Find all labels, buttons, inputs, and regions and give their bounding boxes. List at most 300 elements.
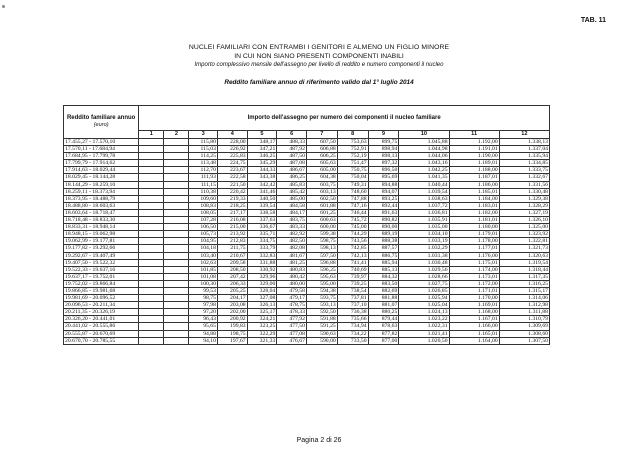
amount-cell (139, 181, 164, 188)
income-band-cell: 19.062,99 - 19.177,81 (64, 238, 139, 245)
amount-cell: 1.175,01 (449, 259, 499, 266)
amount-cell: 203,08 (217, 302, 247, 309)
amount-cell: 332,83 (247, 252, 277, 259)
amount-cell: 99,53 (189, 287, 218, 294)
table-row (64, 337, 550, 344)
amount-cell: 1.185,01 (449, 188, 499, 195)
amount-cell (139, 295, 164, 302)
amount-cell: 1.044,98 (399, 146, 449, 153)
amount-cell: 1.174,00 (449, 266, 499, 273)
amount-cell: 885,94 (368, 259, 399, 266)
amount-cell: 597,50 (306, 252, 337, 259)
column-number: 5 (247, 131, 277, 139)
amount-cell: 209,58 (217, 259, 247, 266)
income-band-cell: 19.981,69 - 20.096,52 (64, 295, 139, 302)
amount-cell: 205,25 (217, 287, 247, 294)
amount-cell: 485,42 (277, 188, 307, 195)
amount-cell (164, 153, 189, 160)
income-band-cell: 19.637,17 - 19.752,01 (64, 273, 139, 280)
amount-cell: 334,75 (247, 238, 277, 245)
amount-cell: 886,75 (368, 252, 399, 259)
amount-cell: 326,13 (247, 302, 277, 309)
amount-cell: 101,85 (189, 266, 218, 273)
amount-cell: 598,75 (306, 238, 337, 245)
amount-cell (164, 245, 189, 252)
amount-cell: 596,25 (306, 266, 337, 273)
amount-cell: 478,75 (277, 302, 307, 309)
amount-cell (164, 330, 189, 337)
amount-cell: 1.318,44 (499, 266, 549, 273)
amount-cell (139, 309, 164, 316)
amount-cell: 324,21 (247, 316, 277, 323)
amount-cell: 110,38 (189, 188, 218, 195)
amount-cell: 215,00 (217, 224, 247, 231)
amount-cell: 591,25 (306, 323, 337, 330)
amount-cell: 1.310,79 (499, 316, 549, 323)
amount-cell: 1.032,29 (399, 245, 449, 252)
amount-header: Importo dell'assegno per numero dei componenti il nucleo familiare (139, 106, 550, 131)
amount-cell (139, 188, 164, 195)
amount-cell: 339,54 (247, 202, 277, 209)
amount-cell (164, 139, 189, 146)
amount-cell (139, 139, 164, 146)
amount-cell: 1.031,38 (399, 252, 449, 259)
amount-cell: 733,50 (337, 337, 368, 344)
amount-cell (164, 323, 189, 330)
amount-cell (139, 252, 164, 259)
amount-cell: 97,20 (189, 309, 218, 316)
amount-cell: 213,92 (217, 231, 247, 238)
amount-cell: 738,54 (337, 287, 368, 294)
amount-cell: 1.033,19 (399, 238, 449, 245)
amount-cell: 481,25 (277, 259, 307, 266)
income-band-cell: 17.684,95 - 17.799,78 (64, 153, 139, 160)
amount-cell: 742,85 (337, 245, 368, 252)
amount-cell: 1.025,94 (399, 295, 449, 302)
table-row (64, 330, 550, 337)
table-row (64, 259, 550, 266)
amount-cell: 591,88 (306, 316, 337, 323)
amount-cell: 599,38 (306, 231, 337, 238)
amount-cell: 1.332,67 (499, 174, 549, 181)
income-band-cell: 19.292,67 - 19.407,49 (64, 252, 139, 259)
table-row (64, 266, 550, 273)
amount-cell: 1.171,01 (449, 287, 499, 294)
allowance-table (63, 105, 550, 345)
amount-cell: 606,88 (306, 146, 337, 153)
amount-cell: 94,10 (189, 337, 218, 344)
amount-cell: 1.317,35 (499, 273, 549, 280)
amount-cell: 485,83 (277, 181, 307, 188)
amount-cell: 1.021,41 (399, 330, 449, 337)
amount-cell: 104,18 (189, 245, 218, 252)
amount-cell: 1.334,85 (499, 160, 549, 167)
amount-cell: 104,95 (189, 238, 218, 245)
amount-cell (139, 209, 164, 216)
amount-cell: 744,29 (337, 231, 368, 238)
page-number: Pagina 2 di 26 (296, 437, 342, 444)
amount-cell: 604,38 (306, 174, 337, 181)
table-row (64, 302, 550, 309)
amount-cell: 1.178,00 (449, 238, 499, 245)
amount-cell: 753,63 (337, 139, 368, 146)
amount-cell: 478,33 (277, 309, 307, 316)
amount-cell: 486,67 (277, 167, 307, 174)
amount-cell: 734,94 (337, 323, 368, 330)
amount-cell: 1.311,88 (499, 309, 549, 316)
column-number: 8 (337, 131, 368, 139)
amount-cell: 341,46 (247, 188, 277, 195)
amount-cell (164, 316, 189, 323)
amount-cell: 115,80 (189, 139, 218, 146)
amount-cell: 98,75 (189, 295, 218, 302)
amount-cell: 321,33 (247, 337, 277, 344)
amount-cell: 330,92 (247, 266, 277, 273)
amount-cell: 606,25 (306, 153, 337, 160)
amount-cell: 484,58 (277, 202, 307, 209)
amount-cell: 111,15 (189, 181, 218, 188)
amount-cell (164, 287, 189, 294)
income-band-cell: 18.833,31 - 18.948,14 (64, 224, 139, 231)
amount-cell: 1.191,01 (449, 146, 499, 153)
amount-cell: 488,33 (277, 139, 307, 146)
amount-cell: 109,60 (189, 195, 218, 202)
amount-cell: 101,08 (189, 273, 218, 280)
amount-cell: 480,42 (277, 273, 307, 280)
amount-cell: 881,88 (368, 295, 399, 302)
table-row (64, 217, 550, 224)
document-title-line2: IN CUI NON SIANO PRESENTI COMPONENTI INABILI (234, 53, 404, 60)
amount-cell: 225,83 (217, 153, 247, 160)
amount-cell: 877,82 (368, 330, 399, 337)
amount-cell: 107,28 (189, 217, 218, 224)
amount-cell: 333,79 (247, 245, 277, 252)
amount-cell: 479,58 (277, 287, 307, 294)
amount-cell: 480,83 (277, 266, 307, 273)
amount-cell: 1.320,63 (499, 252, 549, 259)
amount-cell: 210,67 (217, 252, 247, 259)
column-number: 1 (139, 131, 164, 139)
amount-cell: 487,08 (277, 160, 307, 167)
amount-cell (139, 245, 164, 252)
income-band-cell: 20.096,53 - 20.211,34 (64, 302, 139, 309)
amount-cell: 890,00 (368, 224, 399, 231)
amount-cell: 1.044,06 (399, 153, 449, 160)
table-row (64, 202, 550, 209)
amount-cell (139, 217, 164, 224)
amount-cell (139, 273, 164, 280)
income-band-cell: 18.948,15 - 19.062,98 (64, 231, 139, 238)
amount-cell: 1.316,25 (499, 280, 549, 287)
amount-cell: 228,00 (217, 139, 247, 146)
amount-cell: 94,88 (189, 330, 218, 337)
income-band-cell: 18.373,95 - 18.488,79 (64, 195, 139, 202)
amount-cell: 483,33 (277, 224, 307, 231)
income-band-cell: 19.866,85 - 19.981,68 (64, 287, 139, 294)
amount-cell: 480,00 (277, 280, 307, 287)
table-body (64, 139, 550, 345)
amount-cell: 1.180,00 (449, 224, 499, 231)
amount-cell: 602,50 (306, 195, 337, 202)
amount-cell: 743,56 (337, 238, 368, 245)
amount-cell: 96,43 (189, 316, 218, 323)
income-band-cell: 20.211,35 - 20.326,19 (64, 309, 139, 316)
income-band-cell: 20.670,70 - 20.785,55 (64, 337, 139, 344)
amount-cell: 736,38 (337, 309, 368, 316)
amount-cell: 603,75 (306, 181, 337, 188)
amount-cell: 487,50 (277, 153, 307, 160)
table-row (64, 188, 550, 195)
amount-cell: 1.023,22 (399, 316, 449, 323)
amount-cell: 891,63 (368, 209, 399, 216)
amount-cell: 885,13 (368, 266, 399, 273)
amount-cell: 482,92 (277, 231, 307, 238)
amount-cell: 337,63 (247, 217, 277, 224)
amount-cell: 342,42 (247, 181, 277, 188)
amount-cell: 212,83 (217, 238, 247, 245)
income-band-cell: 20.441,02 - 20.555,86 (64, 323, 139, 330)
amount-cell: 482,08 (277, 245, 307, 252)
amount-cell: 1.309,69 (499, 323, 549, 330)
amount-cell: 1.040,44 (399, 181, 449, 188)
amount-cell: 199,83 (217, 323, 247, 330)
amount-cell: 1.039,54 (399, 188, 449, 195)
amount-cell: 882,69 (368, 287, 399, 294)
amount-cell: 1.184,00 (449, 195, 499, 202)
income-band-cell: 17.570,11 - 17.684,94 (64, 146, 139, 153)
amount-cell: 890,82 (368, 217, 399, 224)
income-band-cell: 18.718,48 - 18.833,30 (64, 217, 139, 224)
amount-cell: 748,60 (337, 188, 368, 195)
amount-cell: 596,88 (306, 259, 337, 266)
amount-cell: 1.307,50 (499, 337, 549, 344)
table-row (64, 181, 550, 188)
amount-cell: 894,88 (368, 181, 399, 188)
amount-cell: 899,75 (368, 139, 399, 146)
amount-cell: 598,13 (306, 245, 337, 252)
amount-cell: 1.042,25 (399, 167, 449, 174)
amount-cell (164, 174, 189, 181)
amount-cell: 482,50 (277, 238, 307, 245)
amount-cell: 1.043,16 (399, 160, 449, 167)
amount-cell: 1.036,81 (399, 209, 449, 216)
amount-cell: 603,13 (306, 188, 337, 195)
amount-cell: 605,63 (306, 160, 337, 167)
amount-cell: 1.182,00 (449, 209, 499, 216)
amount-cell: 325,17 (247, 309, 277, 316)
amount-cell: 595,63 (306, 273, 337, 280)
amount-cell: 893,25 (368, 195, 399, 202)
amount-cell: 739,25 (337, 280, 368, 287)
table-row (64, 280, 550, 287)
amount-cell: 607,50 (306, 139, 337, 146)
amount-cell: 1.166,00 (449, 323, 499, 330)
amount-cell: 477,08 (277, 330, 307, 337)
amount-cell: 593,75 (306, 295, 337, 302)
amount-cell: 894,07 (368, 188, 399, 195)
column-number: 7 (306, 131, 337, 139)
amount-cell: 750,04 (337, 174, 368, 181)
amount-cell: 1.183,01 (449, 202, 499, 209)
amount-cell: 737,10 (337, 302, 368, 309)
income-band-unit: (euro) (93, 122, 109, 128)
amount-cell: 600,63 (306, 217, 337, 224)
amount-cell: 1.325,00 (499, 224, 549, 231)
amount-cell: 745,72 (337, 217, 368, 224)
income-band-header (64, 106, 139, 139)
amount-cell: 335,71 (247, 231, 277, 238)
amount-cell: 892,44 (368, 202, 399, 209)
amount-cell: 348,17 (247, 139, 277, 146)
amount-cell: 1.024,13 (399, 309, 449, 316)
column-number: 12 (499, 131, 549, 139)
column-number: 11 (449, 131, 499, 139)
amount-cell (139, 323, 164, 330)
amount-cell: 1.314,06 (499, 295, 549, 302)
document-subtitle: Importo complessivo mensile dell'assegno per livello di reddito e numero componenti il nucleo (194, 62, 444, 68)
amount-cell: 1.326,10 (499, 217, 549, 224)
amount-cell: 1.179,01 (449, 231, 499, 238)
amount-cell (164, 209, 189, 216)
amount-cell: 1.331,56 (499, 181, 549, 188)
amount-cell: 745,00 (337, 224, 368, 231)
income-band-cell: 17.914,63 - 18.029,44 (64, 167, 139, 174)
amount-cell: 477,50 (277, 323, 307, 330)
amount-cell: 113,48 (189, 160, 218, 167)
table-row (64, 195, 550, 202)
income-band-cell: 18.144,29 - 18.259,10 (64, 181, 139, 188)
amount-cell: 1.330,48 (499, 188, 549, 195)
amount-cell: 889,19 (368, 231, 399, 238)
amount-cell: 340,50 (247, 195, 277, 202)
amount-cell (139, 167, 164, 174)
table-row (64, 316, 550, 323)
amount-cell: 737,81 (337, 295, 368, 302)
income-band-cell: 17.455,27 - 17.570,10 (64, 139, 139, 146)
amount-cell (164, 238, 189, 245)
amount-cell: 1.323,92 (499, 231, 549, 238)
amount-cell: 1.028,66 (399, 273, 449, 280)
amount-cell: 329,00 (247, 280, 277, 287)
amount-cell: 1.170,00 (449, 295, 499, 302)
amount-cell: 115,03 (189, 146, 218, 153)
amount-cell: 887,57 (368, 245, 399, 252)
amount-cell: 1.335,94 (499, 153, 549, 160)
amount-cell (139, 195, 164, 202)
amount-cell: 1.337,04 (499, 146, 549, 153)
income-band-cell: 18.488,80 - 18.603,63 (64, 202, 139, 209)
income-band-header-label: Reddito familiare annuo (66, 115, 136, 121)
amount-cell: 114,25 (189, 153, 218, 160)
scan-speck (2, 5, 5, 8)
amount-cell (164, 217, 189, 224)
column-number: 2 (164, 131, 189, 139)
income-band-cell: 19.752,02 - 19.866,84 (64, 280, 139, 287)
amount-cell: 1.181,01 (449, 217, 499, 224)
amount-cell (139, 238, 164, 245)
amount-cell: 1.338,13 (499, 139, 549, 146)
amount-cell (164, 252, 189, 259)
amount-cell (139, 316, 164, 323)
amount-cell: 741,41 (337, 259, 368, 266)
amount-cell: 1.321,73 (499, 245, 549, 252)
amount-cell: 1.167,01 (449, 316, 499, 323)
column-number: 6 (277, 131, 307, 139)
amount-cell: 484,17 (277, 209, 307, 216)
amount-cell: 208,50 (217, 266, 247, 273)
amount-cell: 1.177,01 (449, 245, 499, 252)
amount-cell: 97,98 (189, 302, 218, 309)
amount-cell: 746,44 (337, 209, 368, 216)
amount-cell: 344,33 (247, 167, 277, 174)
table-row (64, 160, 550, 167)
amount-cell (164, 266, 189, 273)
amount-cell: 1.189,01 (449, 160, 499, 167)
income-band-cell: 18.259,11 - 18.373,94 (64, 188, 139, 195)
amount-cell: 590,63 (306, 330, 337, 337)
amount-cell: 1.315,17 (499, 287, 549, 294)
amount-cell: 218,25 (217, 202, 247, 209)
amount-cell: 486,25 (277, 174, 307, 181)
amount-cell: 1.319,54 (499, 259, 549, 266)
amount-cell: 1.328,29 (499, 202, 549, 209)
amount-cell: 105,73 (189, 231, 218, 238)
column-number: 10 (399, 131, 449, 139)
amount-cell: 747,88 (337, 195, 368, 202)
amount-cell: 338,58 (247, 209, 277, 216)
amount-cell: 347,21 (247, 146, 277, 153)
amount-cell (164, 202, 189, 209)
amount-cell: 742,13 (337, 252, 368, 259)
amount-cell: 734,22 (337, 330, 368, 337)
amount-cell: 896,50 (368, 167, 399, 174)
document-title: NUCLEI FAMILIARI CON ENTRAMBI I GENITORI E ALMENO UN FIGLIO MINORE (188, 44, 450, 51)
amount-cell: 750,75 (337, 167, 368, 174)
amount-cell: 223,67 (217, 167, 247, 174)
amount-cell: 481,67 (277, 252, 307, 259)
amount-cell: 1.045,88 (399, 139, 449, 146)
amount-cell: 328,04 (247, 287, 277, 294)
amount-cell: 1.026,85 (399, 287, 449, 294)
amount-cell: 895,69 (368, 174, 399, 181)
table-row (64, 174, 550, 181)
amount-cell: 100,30 (189, 280, 218, 287)
amount-cell: 108,83 (189, 202, 218, 209)
amount-cell: 200,92 (217, 316, 247, 323)
amount-cell: 739,97 (337, 273, 368, 280)
amount-cell: 1.022,31 (399, 323, 449, 330)
amount-cell (139, 337, 164, 344)
amount-cell (164, 259, 189, 266)
amount-cell: 898,13 (368, 153, 399, 160)
amount-cell: 1.035,00 (399, 224, 449, 231)
amount-cell (139, 302, 164, 309)
amount-cell (164, 302, 189, 309)
amount-cell: 1.165,01 (449, 330, 499, 337)
table-row (64, 139, 550, 146)
amount-cell: 211,75 (217, 245, 247, 252)
amount-cell: 740,69 (337, 266, 368, 273)
amount-cell (164, 295, 189, 302)
table-row (64, 273, 550, 280)
amount-cell: 605,00 (306, 167, 337, 174)
amount-cell: 751,47 (337, 160, 368, 167)
amount-cell: 1.192,00 (449, 139, 499, 146)
amount-cell: 345,29 (247, 160, 277, 167)
amount-cell: 1.038,63 (399, 195, 449, 202)
amount-cell: 106,50 (189, 224, 218, 231)
amount-cell: 1.308,60 (499, 330, 549, 337)
